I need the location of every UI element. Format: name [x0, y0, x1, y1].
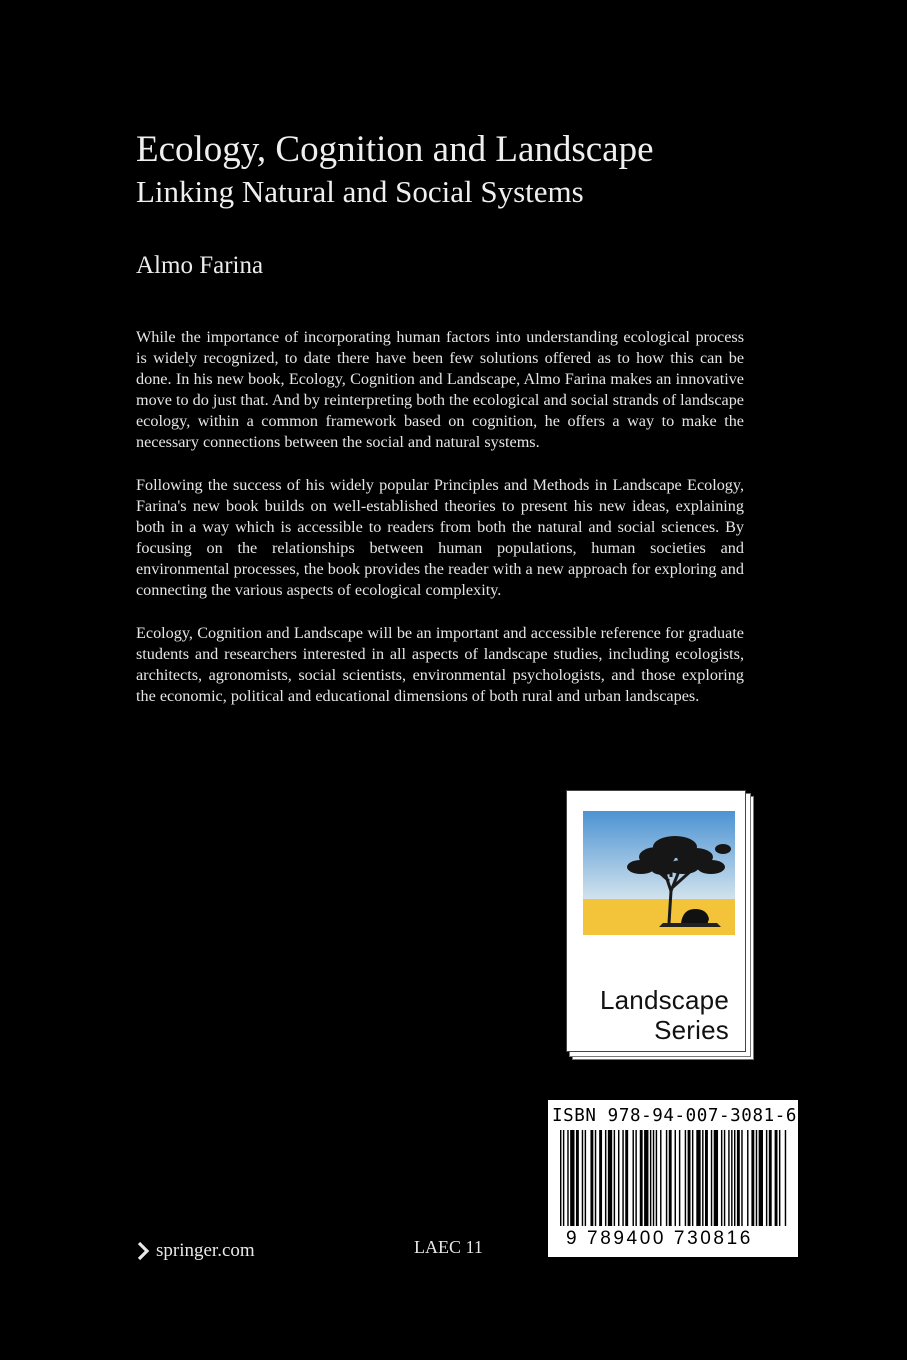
barcode-bar	[731, 1130, 732, 1226]
barcode-bar	[563, 1130, 564, 1226]
barcode-bar	[595, 1130, 596, 1226]
barcode-bar	[737, 1130, 740, 1226]
barcode-bar	[608, 1130, 612, 1226]
barcode-bar	[650, 1130, 651, 1226]
isbn-label: ISBN 978-94-007-3081-6	[552, 1106, 797, 1126]
series-book-cover	[566, 790, 746, 1052]
barcode-bar	[635, 1130, 636, 1226]
barcode-bar	[656, 1130, 657, 1226]
barcode-bar	[669, 1130, 672, 1226]
barcode-bar	[576, 1130, 579, 1226]
barcode-bar	[622, 1130, 623, 1226]
barcode-bar	[675, 1130, 676, 1226]
barcode-bar	[560, 1130, 561, 1226]
barcode-bar	[756, 1130, 757, 1226]
barcode-bar	[696, 1130, 700, 1226]
barcode-bar	[570, 1130, 574, 1226]
barcode-bar	[633, 1130, 634, 1226]
publisher-link[interactable]	[136, 1240, 255, 1262]
barcode-bar	[769, 1130, 772, 1226]
barcode-bar	[692, 1130, 693, 1226]
blurb-paragraph-1: While the importance of incorporating human factors into understanding ecological process is widely recognized, to date there have been few solutions offered as to how this can be done. In his new book, Ecology, Cognition and Landscape, Almo Farina makes an innovative move to do just that. And by reinterpreting both the ecological and social strands of landscape ecology, within a common framework based on cognition, he offers a way to make the necessary connections between the social and natural systems.	[136, 328, 744, 451]
barcode-bar	[599, 1130, 602, 1226]
barcode-bar	[775, 1130, 778, 1226]
barcode-bar	[728, 1130, 729, 1226]
barcode-bar	[741, 1130, 742, 1226]
barcode-bar	[779, 1130, 780, 1226]
back-cover-blurb	[136, 327, 744, 729]
barcode-bar	[614, 1130, 615, 1226]
barcode-bar	[644, 1130, 648, 1226]
isbn-barcode	[548, 1100, 798, 1257]
ean-digits: 9 789400 730816	[566, 1228, 753, 1249]
barcode-bars	[558, 1130, 790, 1228]
barcode-bar	[785, 1130, 786, 1226]
barcode-bar	[666, 1130, 667, 1226]
barcode-bar	[759, 1130, 763, 1226]
publisher-link-text[interactable]: springer.com	[156, 1240, 255, 1261]
barcode-bar	[724, 1130, 725, 1226]
barcode-bar	[734, 1130, 735, 1226]
barcode-bar	[582, 1130, 583, 1226]
barcode-bar	[688, 1130, 691, 1226]
book-author: Almo Farina	[136, 252, 264, 279]
book-title: Ecology, Cognition and Landscape	[136, 129, 654, 170]
book-subtitle: Linking Natural and Social Systems	[136, 174, 584, 209]
barcode-bar	[714, 1130, 718, 1226]
barcode-bar	[702, 1130, 703, 1226]
barcode-bar	[721, 1130, 722, 1226]
barcode-bar	[640, 1130, 643, 1226]
barcode-bar	[705, 1130, 708, 1226]
barcode-bar	[567, 1130, 568, 1226]
blurb-paragraph-2: Following the success of his widely popular Principles and Methods in Landscape Ecology, Farina's new book builds on well-established theories to present his new ideas, explaining both in a way which is accessible to readers from both the natural and social sciences. By focusing on the relationships between human populations, human societies and environmental processes, the book provides the reader with a new approach for exploring and connecting the various aspects of ecological complexity.	[136, 476, 744, 599]
barcode-bar	[751, 1130, 754, 1226]
barcode-bar	[679, 1130, 680, 1226]
series-logo	[566, 790, 752, 1058]
barcode-bar	[711, 1130, 712, 1226]
barcode-bar	[766, 1130, 767, 1226]
title-block	[136, 128, 776, 212]
barcode-bar	[585, 1130, 586, 1226]
barcode-bar	[618, 1130, 619, 1226]
barcode-bar	[590, 1130, 593, 1226]
blurb-paragraph-3: Ecology, Cognition and Landscape will be an important and accessible reference for graduate students and researchers interested in all aspects of landscape studies, including ecologists, architects, agronomists, social scientists, environmental psychologists, and those exploring the economic, political and educational dimensions of both rural and urban landscapes.	[136, 624, 744, 705]
series-code: LAEC 11	[414, 1237, 483, 1257]
series-name-line-1: Landscape	[599, 985, 729, 1015]
barcode-bar	[605, 1130, 606, 1226]
series-name	[600, 985, 729, 1045]
chevron-right-icon	[136, 1241, 150, 1261]
barcode-bar	[747, 1130, 748, 1226]
barcode-bar	[660, 1130, 661, 1226]
barcode-bar	[625, 1130, 628, 1226]
barcode-bar	[685, 1130, 686, 1226]
barcode-bar	[653, 1130, 654, 1226]
series-name-line-2: Series	[654, 1015, 729, 1045]
acacia-tree-savanna-icon	[583, 811, 735, 935]
